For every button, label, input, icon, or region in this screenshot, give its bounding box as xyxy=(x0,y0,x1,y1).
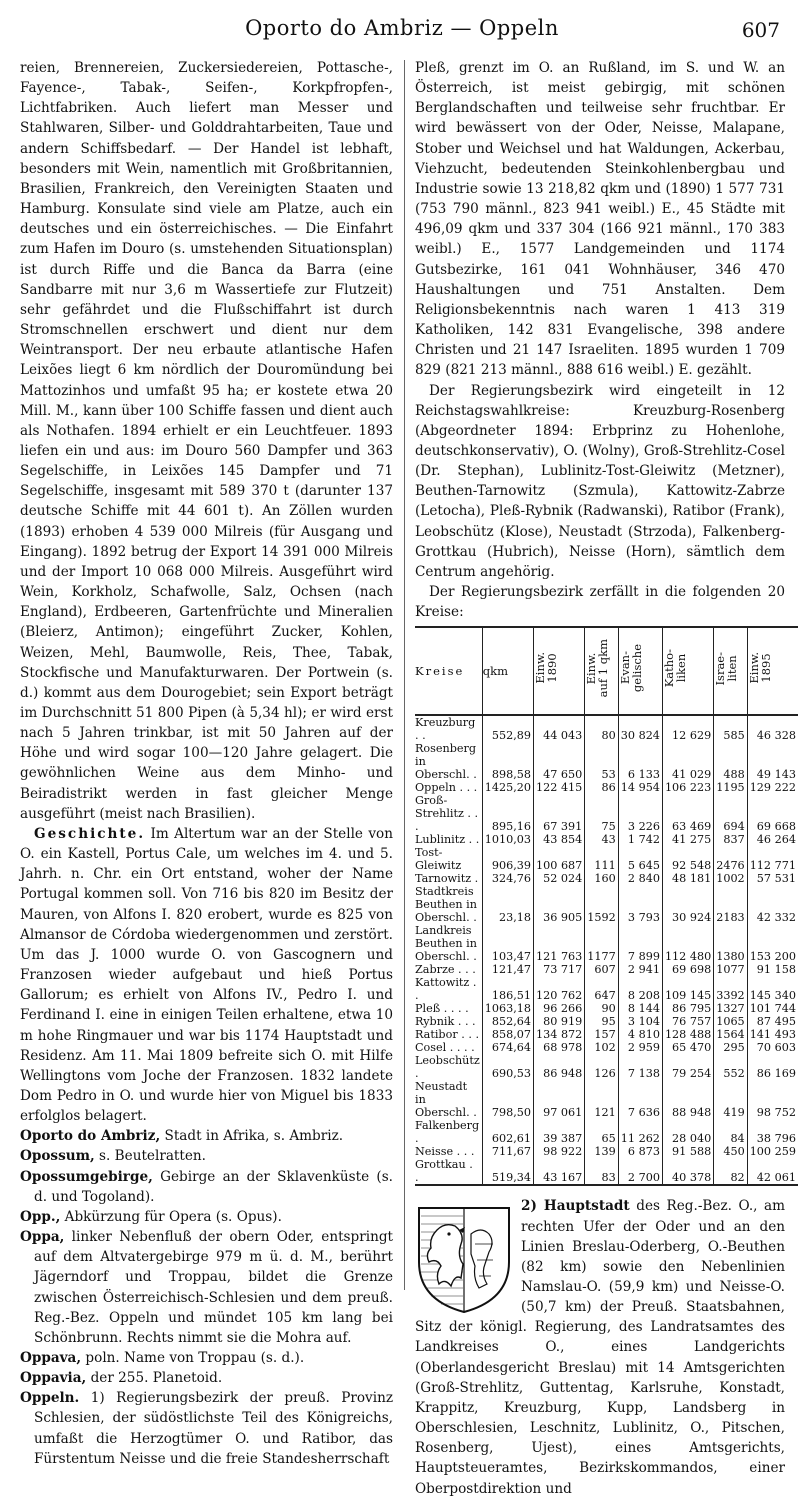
table-row xyxy=(415,781,798,794)
left-paragraph xyxy=(20,1146,393,1166)
table-cell: 1177 xyxy=(585,924,618,963)
table-cell: 39 387 xyxy=(534,1119,585,1145)
left-paragraph xyxy=(20,58,393,824)
table-row xyxy=(415,1002,798,1015)
table-header-cell: qkm xyxy=(482,627,533,715)
table-cell: 552 xyxy=(714,1054,747,1080)
table-row xyxy=(415,1119,798,1145)
table-cell: 36 905 xyxy=(534,885,585,924)
table-cell: 153 200 xyxy=(747,924,798,963)
table-cell: 906,39 xyxy=(482,846,533,872)
table-cell: 6 133 xyxy=(618,742,662,781)
table-cell: 79 254 xyxy=(662,1054,713,1080)
table-row xyxy=(415,976,798,1002)
table-cell: 690,53 xyxy=(482,1054,533,1080)
table-cell: 30 924 xyxy=(662,885,713,924)
table-cell: 102 xyxy=(585,1041,618,1054)
table-cell: 43 854 xyxy=(534,833,585,846)
table-row xyxy=(415,1041,798,1054)
page-header xyxy=(20,16,784,46)
left-text: linker Nebenfluß der obern Oder, entspringt auf dem Altvatergebirge 979 m ü. d. M., berührt Jägerndorf und Troppau, bildet die Grenze zwischen Österreichisch-Schlesien und dem preuß. Reg.-Bez. Oppeln und mündet 105 km lang bei Schönbrunn. Rechts nimmt sie die Mohra auf. xyxy=(34,1229,393,1346)
table-cell: 97 061 xyxy=(534,1080,585,1119)
table-cell: Leobschütz . xyxy=(415,1054,480,1081)
table-cell: 101 744 xyxy=(747,1002,798,1015)
table-cell: 488 xyxy=(714,742,747,781)
table-header-label: Evan- gelische xyxy=(617,644,644,693)
table-cell: Falkenberg . xyxy=(415,1119,480,1146)
table-cell: 86 948 xyxy=(534,1054,585,1080)
table-cell: 694 xyxy=(714,794,747,833)
table-cell: 121 763 xyxy=(534,924,585,963)
table-cell: 2 840 xyxy=(618,872,662,885)
left-text: Im Altertum war an der Stelle von O. ein Kastell, Portus Cale, um welches im 4. und 5. Jahrh. n. Chr. ein Ort entstand, woher der Name Portugal kommen soll. Von 716 bis 820 im Besitz der Mauren, von Alfons I. 820 erobert, wurde es 825 von Almansor de Córdoba wiedergenommen und zerstört. Um das J. 1000 wurde O. von Gascognern und Franzosen wieder aufgebaut und hieß Portus Gallorum; es erhielt von Alfons IV., Pedro I. und Ferdinand I. eine in einigen Teilen erhaltene, etwa 10 m hohe Ringmauer und war bis 1174 Hauptstadt und Residenz. Am 11. Mai 1809 befreite sich O. mit Hilfe Wellingtons vom Joche der Franzosen. 1832 landete Dom Pedro in O. und wurde hier von Miguel bis 1833 erfolglos belagert. xyxy=(20,825,393,1125)
table-cell: 1195 xyxy=(714,781,747,794)
left-paragraph xyxy=(20,1126,393,1146)
table-row xyxy=(415,924,798,963)
table-row xyxy=(415,846,798,872)
left-text: der 255. Planetoid. xyxy=(86,1370,223,1387)
table-cell: 103,47 xyxy=(482,924,533,963)
table-cell: 2 959 xyxy=(618,1041,662,1054)
left-paragraph xyxy=(20,1227,393,1348)
table-cell: Landkreis Beuthen in Oberschl. . xyxy=(415,924,477,964)
table-cell: Zabrze . . . xyxy=(415,963,476,977)
left-head: Opossum, xyxy=(20,1148,95,1165)
table-cell: 798,50 xyxy=(482,1080,533,1119)
table-cell: 44 043 xyxy=(534,715,585,742)
table-cell: Neisse . . . xyxy=(415,1145,475,1159)
table-row xyxy=(415,1080,798,1119)
table-cell: 134 872 xyxy=(534,1028,585,1041)
table-row xyxy=(415,715,798,742)
table-cell: 91 588 xyxy=(662,1145,713,1158)
left-head: Opp., xyxy=(20,1208,61,1225)
table-cell: Cosel . . . . xyxy=(415,1041,475,1055)
table-header-cell xyxy=(585,627,618,715)
table-cell: Groß-Strehlitz . . . xyxy=(415,794,479,834)
table-cell: 1327 xyxy=(714,1002,747,1015)
table-cell: Tost-Gleiwitz xyxy=(415,846,462,873)
table-row xyxy=(415,833,798,846)
table-cell: 86 169 xyxy=(747,1054,798,1080)
table-row xyxy=(415,885,798,924)
city-head: 2) Hauptstadt xyxy=(521,1198,630,1215)
table-cell: 73 717 xyxy=(534,963,585,976)
table-cell: 46 264 xyxy=(747,833,798,846)
table-cell: 43 xyxy=(585,833,618,846)
table-cell: 28 040 xyxy=(662,1119,713,1145)
table-cell: 1380 xyxy=(714,924,747,963)
table-cell: 898,58 xyxy=(482,742,533,781)
table-cell: 837 xyxy=(714,833,747,846)
table-cell: 7 899 xyxy=(618,924,662,963)
table-cell: 126 xyxy=(585,1054,618,1080)
table-row xyxy=(415,1158,798,1185)
table-cell: 141 493 xyxy=(747,1028,798,1041)
table-cell: 14 954 xyxy=(618,781,662,794)
coat-of-arms-icon xyxy=(415,1204,513,1314)
table-cell: 120 762 xyxy=(534,976,585,1002)
table-cell: 324,76 xyxy=(482,872,533,885)
table-cell: 100 687 xyxy=(534,846,585,872)
right-paragraph xyxy=(415,58,785,381)
table-cell: Grottkau . . xyxy=(415,1158,482,1185)
right-intro xyxy=(415,58,785,622)
table-cell: 65 470 xyxy=(662,1041,713,1054)
table-cell: 450 xyxy=(714,1145,747,1158)
table-cell: 41 029 xyxy=(662,742,713,781)
table-cell: 63 469 xyxy=(662,794,713,833)
table-cell: 295 xyxy=(714,1041,747,1054)
table-cell: 7 636 xyxy=(618,1080,662,1119)
left-head: Oporto do Ambriz, xyxy=(20,1128,161,1145)
table-header-label: Einw. 1890 xyxy=(533,652,560,685)
table-cell: 11 262 xyxy=(618,1119,662,1145)
table-cell: 84 xyxy=(714,1119,747,1145)
table-cell: 80 919 xyxy=(534,1015,585,1028)
left-text: reien, Brennereien, Zuckersiedereien, Pottasche-, Fayence-, Tabak-, Seifen-, Korkpfropfen-, Lichtfabriken. Auch liefert man Messer und Stahlwaren, Silber- und Golddrahtarbeiten, Taue und andern Schiffsbedarf. — Der Handel ist lebhaft, besonders mit Wein, namentlich mit Großbritannien, Brasilien, Frankreich, den Vereinigten Staaten und Hamburg. Konsulate sind viele am Platze, auch ein deutsches und ein österreichisches. — Die Einfahrt zum Hafen im Douro (s. umstehenden Situationsplan) ist durch Riffe und die Banca da Barra (eine Sandbarre mit nur 3,6 m Wassertiefe zur Flutzeit) sehr gefährdet und die Flußschiffahrt ist durch Stromschnellen erschwert und dient nur dem Weintransport. Der neu erbaute atlantische Hafen Leixões liegt 6 km nördlich der Douromündung bei Mattozinhos und umfaßt 95 ha; er kostete etwa 20 Mill. M., kann über 100 Schiffe fassen und dient auch als Nothafen. 1894 erhielt er ein Leuchtfeuer. 1893 liefen ein und aus: im Douro 560 Dampfer und 363 Segelschiffe, in Leixões 145 Dampfer und 71 Segelschiffe, insgesamt mit 589 370 t (darunter 137 deutsche Schiffe mit 44 601 t). An Zöllen wurden (1893) erhoben 4 539 000 Milreis (für Ausgang und Eingang). 1892 betrug der Export 14 391 000 Milreis und der Import 10 068 000 Milreis. Ausgeführt wird Wein, Korkholz, Schafwolle, Salz, Ochsen (nach England), Erdbeeren, Gartenfrüchte und Mineralien (Bleierz, Antimon); eingeführt Zucker, Kohlen, Weizen, Mehl, Baumwolle, Reis, Thee, Tabak, Stockfische und Manufakturwaren. Der Portwein (s. d.) kommt aus dem Dourogebiet; sein Export beträgt im Durchschnitt 51 800 Pipen (à 5,34 hl); er wird erst nach 5 Jahren trinkbar, ist mit 50 Jahren auf der Höhe und wird sogar 100—120 Jahre gelagert. Die gewöhnlichen Weine aus dem Minho- und Beiradistrikt werden in fast gleicher Menge ausgeführt (meist nach Brasilien). xyxy=(20,60,393,822)
table-cell: Neustadt in Oberschl. . xyxy=(415,1080,477,1120)
right-text: Pleß, grenzt im O. an Rußland, im S. und W. an Österreich, ist meist gebirgig, mit schönen Berglandschaften und teilweise sehr fruchtbar. Er wird bewässert von der Oder, Neisse, Malapane, Stober und Weichsel und hat Waldungen, Ackerbau, Viehzucht, bedeutenden Steinkohlenbergbau und Industrie sowie 13 218,82 qkm und (1890) 1 577 731 (753 790 männl., 823 941 weibl.) E., 45 Städte mit 496,09 qkm und 337 304 (166 921 männl., 170 383 weibl.) E., 1577 Landgemeinden und 1174 Gutsbezirke, 161 041 Wohnhäuser, 346 470 Haushaltungen und 751 Anstalten. Dem Religionsbekenntnis nach waren 1 413 319 Katholiken, 142 831 Evangelische, 398 andere Christen und 21 147 Israeliten. 1895 wurden 1 709 829 (821 213 männl., 888 616 weibl.) E. gezählt. xyxy=(415,60,785,379)
table-cell: 96 266 xyxy=(534,1002,585,1015)
table-cell: 109 145 xyxy=(662,976,713,1002)
table-cell: 160 xyxy=(585,872,618,885)
table-cell: 12 629 xyxy=(662,715,713,742)
left-paragraph xyxy=(20,1348,393,1368)
table-cell: 3 793 xyxy=(618,885,662,924)
table-cell: 121 xyxy=(585,1080,618,1119)
table-cell: Rosenberg in Oberschl. . xyxy=(415,742,477,782)
table-cell: 674,64 xyxy=(482,1041,533,1054)
table-header-label: Einw. auf 1 qkm xyxy=(584,639,611,698)
table-cell: 98 752 xyxy=(747,1080,798,1119)
table-cell: 57 531 xyxy=(747,872,798,885)
table-cell: 47 650 xyxy=(534,742,585,781)
table-cell: 121,47 xyxy=(482,963,533,976)
table-cell: 1077 xyxy=(714,963,747,976)
table-cell: 106 223 xyxy=(662,781,713,794)
left-head: Oppeln. xyxy=(20,1390,80,1407)
table-cell: 112 480 xyxy=(662,924,713,963)
table-cell: 1425,20 xyxy=(482,781,533,794)
table-cell: 69 698 xyxy=(662,963,713,976)
table-cell: 3392 xyxy=(714,976,747,1002)
left-head: Oppavia, xyxy=(20,1370,87,1387)
table-cell: 80 xyxy=(585,715,618,742)
table-header-cell: Kreise xyxy=(415,627,482,715)
table-cell: 1065 xyxy=(714,1015,747,1028)
table-cell: 42 332 xyxy=(747,885,798,924)
table-cell: 552,89 xyxy=(482,715,533,742)
right-text: Der Regierungsbezirk wird eingeteilt in 12 Reichstagswahlkreise: Kreuzburg-Rosenberg (Abgeordneter 1894: Erbprinz zu Hohenlohe, deutschkonservativ), O. (Wolny), Groß-Strehlitz-Cosel (Dr. Stephan), Lublinitz-Tost-Gleiwitz (Metzner), Beuthen-Tarnowitz (Szmula), Kattowitz-Zabrze (Letocha), Pleß-Rybnik (Radwanski), Ratibor (Frank), Leobschütz (Klose), Neustadt (Strzoda), Falkenberg-Grottkau (Hubrich), Neisse (Horn), sämtlich dem Centrum angehörig. xyxy=(415,382,785,580)
table-cell: 40 378 xyxy=(662,1158,713,1185)
table-cell: 88 948 xyxy=(662,1080,713,1119)
left-text: Gebirge an der Sklavenküste (s. d. und Togoland). xyxy=(34,1168,393,1205)
table-cell: 647 xyxy=(585,976,618,1002)
table-cell: 95 xyxy=(585,1015,618,1028)
table-cell: 4 810 xyxy=(618,1028,662,1041)
right-column xyxy=(415,58,796,1499)
table-cell: 98 922 xyxy=(534,1145,585,1158)
table-cell: Tarnowitz . xyxy=(415,872,479,886)
table-cell: 895,16 xyxy=(482,794,533,833)
table-cell: 91 158 xyxy=(747,963,798,976)
table-cell: 858,07 xyxy=(482,1028,533,1041)
table-cell: 145 340 xyxy=(747,976,798,1002)
table-cell: 8 208 xyxy=(618,976,662,1002)
left-paragraph xyxy=(20,824,393,1126)
table-cell: 1010,03 xyxy=(482,833,533,846)
table-row xyxy=(415,794,798,833)
left-head: Opossumgebirge, xyxy=(20,1168,153,1185)
table-cell: 48 181 xyxy=(662,872,713,885)
table-cell: 2 941 xyxy=(618,963,662,976)
table-row xyxy=(415,742,798,781)
table-cell: 52 024 xyxy=(534,872,585,885)
table-header-row xyxy=(415,627,798,715)
right-text: Der Regierungsbezirk zerfällt in die folgenden 20 Kreise: xyxy=(415,584,785,621)
table-cell: 87 495 xyxy=(747,1015,798,1028)
table-header-label: Israe- liten xyxy=(713,651,740,686)
table-cell: 41 275 xyxy=(662,833,713,846)
table-header-cell xyxy=(714,627,747,715)
table-cell: Kattowitz . . xyxy=(415,976,477,1003)
table-cell: 43 167 xyxy=(534,1158,585,1185)
table-cell: 86 xyxy=(585,781,618,794)
table-cell: 186,51 xyxy=(482,976,533,1002)
left-text: s. Beutelratten. xyxy=(94,1148,206,1165)
table-cell: 112 771 xyxy=(747,846,798,872)
kreise-table xyxy=(415,626,798,1186)
table-cell: 2476 xyxy=(714,846,747,872)
table-cell: 6 873 xyxy=(618,1145,662,1158)
table-header-cell xyxy=(534,627,585,715)
table-cell: 1592 xyxy=(585,885,618,924)
table-cell: 90 xyxy=(585,1002,618,1015)
running-title: Oporto do Ambriz — Oppeln xyxy=(245,16,559,40)
table-header-cell xyxy=(662,627,713,715)
table-header-label: Katho- liken xyxy=(661,649,688,688)
table-cell: 82 xyxy=(714,1158,747,1185)
table-row xyxy=(415,1145,798,1158)
table-cell: Rybnik . . . xyxy=(415,1015,476,1029)
right-paragraph xyxy=(415,582,785,622)
table-cell: 129 222 xyxy=(747,781,798,794)
table-cell: 83 xyxy=(585,1158,618,1185)
column-divider xyxy=(404,60,405,1290)
table-row xyxy=(415,872,798,885)
table-cell: Ratibor . . . xyxy=(415,1028,480,1042)
table-cell: 68 978 xyxy=(534,1041,585,1054)
table-cell: Oppeln . . . xyxy=(415,781,478,795)
table-cell: 157 xyxy=(585,1028,618,1041)
left-text: poln. Name von Troppau (s. d.). xyxy=(81,1350,305,1366)
table-cell: 70 603 xyxy=(747,1041,798,1054)
left-paragraph xyxy=(20,1388,393,1469)
table-cell: Lublinitz . . xyxy=(415,833,480,847)
table-cell: Kreuzburg . . xyxy=(415,716,476,743)
table-header-cell xyxy=(618,627,662,715)
left-head: Geschichte. xyxy=(34,825,146,842)
table-cell: 1063,18 xyxy=(482,1002,533,1015)
table-cell: 42 061 xyxy=(747,1158,798,1185)
right-paragraph xyxy=(415,381,785,583)
table-cell: 602,61 xyxy=(482,1119,533,1145)
table-cell: 111 xyxy=(585,846,618,872)
table-cell: 23,18 xyxy=(482,885,533,924)
table-cell: 711,67 xyxy=(482,1145,533,1158)
left-paragraph xyxy=(20,1207,393,1227)
table-cell: 30 824 xyxy=(618,715,662,742)
table-cell: 1564 xyxy=(714,1028,747,1041)
table-row xyxy=(415,1054,798,1080)
table-cell: 3 104 xyxy=(618,1015,662,1028)
table-cell: 86 795 xyxy=(662,1002,713,1015)
left-paragraph xyxy=(20,1167,393,1207)
left-head: Oppa, xyxy=(20,1229,65,1246)
page-number: 607 xyxy=(741,18,780,42)
table-header-cell xyxy=(747,627,798,715)
table-cell: 5 645 xyxy=(618,846,662,872)
table-cell: 8 144 xyxy=(618,1002,662,1015)
table-cell: 38 796 xyxy=(747,1119,798,1145)
table-cell: 3 226 xyxy=(618,794,662,833)
table-cell: 419 xyxy=(714,1080,747,1119)
left-text: Abkürzung für Opera (s. Opus). xyxy=(60,1208,282,1225)
table-cell: 607 xyxy=(585,963,618,976)
table-cell: 1002 xyxy=(714,872,747,885)
city-entry xyxy=(415,1196,785,1498)
table-cell: 1 742 xyxy=(618,833,662,846)
table-cell: 585 xyxy=(714,715,747,742)
left-text: 1) Regierungsbezirk der preuß. Provinz Schlesien, der südöstlichste Teil des Königreichs, umfaßt die Herzogtümer O. und Ratibor, das Fürstentum Neisse und die freie Standesherrschaft xyxy=(34,1390,393,1467)
left-text: Stadt in Afrika, s. Ambriz. xyxy=(160,1128,344,1145)
table-cell: 76 757 xyxy=(662,1015,713,1028)
table-cell: 519,34 xyxy=(482,1158,533,1185)
left-column xyxy=(20,58,393,1469)
table-row xyxy=(415,963,798,976)
table-cell: 2183 xyxy=(714,885,747,924)
table-body xyxy=(415,715,798,1185)
table-row xyxy=(415,1028,798,1041)
table-cell: 92 548 xyxy=(662,846,713,872)
table-cell: 128 488 xyxy=(662,1028,713,1041)
table-cell: 100 259 xyxy=(747,1145,798,1158)
table-cell: 7 138 xyxy=(618,1054,662,1080)
table-cell: 46 328 xyxy=(747,715,798,742)
table-cell: 852,64 xyxy=(482,1015,533,1028)
table-header-label: Einw. 1895 xyxy=(746,652,773,685)
table-cell: 139 xyxy=(585,1145,618,1158)
table-cell: Pleß . . . . xyxy=(415,1002,469,1016)
city-text: des Reg.-Bez. O., am rechten Ufer der Oder und an den Linien Breslau-Oderberg, O.-Beuthen (82 km) sowie den Nebenlinien Namslau-O. (59,9 km) und Neisse-O. (50,7 km) der Preuß. Staatsbahnen, Sitz der königl. Regierung, des Landratsamtes des Landkreises O., eines Landgerichts (Oberlandesgericht Breslau) mit 14 Amtsgerichten (Groß-Strehlitz, Guttentag, Karlsruhe, Konstadt, Krappitz, Kreuzburg, Kupp, Landsberg in Oberschlesien, Leschnitz, Lublinitz, O., Pitschen, Rosenberg, Ujest), eines Amtsgerichts, Hauptsteueramtes, Bezirkskommandos, einer Oberpostdirektion und xyxy=(415,1198,786,1497)
table-cell: 49 143 xyxy=(747,742,798,781)
table-cell: Stadtkreis Beuthen in Oberschl. . xyxy=(415,885,477,925)
table-row xyxy=(415,1015,798,1028)
left-head: Oppava, xyxy=(20,1350,82,1366)
table-cell: 65 xyxy=(585,1119,618,1145)
table-cell: 69 668 xyxy=(747,794,798,833)
table-cell: 75 xyxy=(585,794,618,833)
table-cell: 2 700 xyxy=(618,1158,662,1185)
table-cell: 67 391 xyxy=(534,794,585,833)
table-cell: 122 415 xyxy=(534,781,585,794)
left-paragraph xyxy=(20,1368,393,1388)
table-cell: 53 xyxy=(585,742,618,781)
